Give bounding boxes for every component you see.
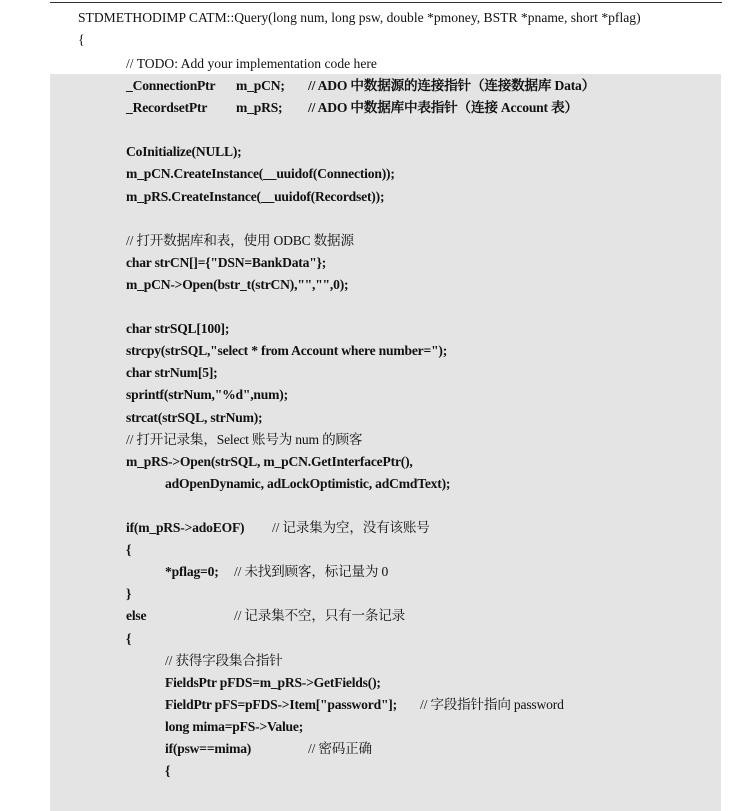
code-line: FieldPtr pFS=pFDS->Item["password"]; [165,696,397,712]
code-line: m_pRS->Open(strSQL, m_pCN.GetInterfacePtr(), [126,453,413,469]
code-line: adOpenDynamic, adLockOptimistic, adCmdText); [165,475,451,491]
code-line: _ConnectionPtr [126,78,216,93]
code-line: strcpy(strSQL,"select * from Account where number="); [126,343,448,359]
code-line: char strSQL[100]; [126,321,230,337]
code-line: { [165,763,171,779]
code-line: { [126,542,132,558]
code-line: m_pCN->Open(bstr_t(strCN),"","",0); [126,276,349,292]
code-line: m_pRS.CreateInstance(__uuidof(Recordset)); [126,188,385,204]
code-line: CoInitialize(NULL); [126,144,242,160]
code-line: char strNum[5]; [126,365,218,381]
code-line: char strCN[]={"DSN=BankData"}; [126,254,327,270]
code-line: FieldsPtr pFDS=m_pRS->GetFields(); [165,674,381,690]
code-line: else [126,608,147,624]
code-comment: // 字段指针指向 password [420,696,564,712]
code-line: sprintf(strNum,"%d",num); [126,387,288,403]
code-comment: // ADO 中数据库中表指针（连接 Account 表） [308,100,578,116]
code-comment: // 获得字段集合指针 [165,652,283,668]
code-line: m_pCN.CreateInstance(__uuidof(Connection)); [126,166,395,182]
code-line: _RecordsetPtr [126,100,208,116]
code-comment: // 未找到顾客，标记量为 0 [234,564,389,580]
code-line: if(psw==mima) [165,741,252,756]
code-line: strcat(strSQL, strNum); [126,409,263,425]
code-line: } [126,586,132,602]
code-line-variable: m_pRS; [236,100,283,116]
code-comment: // ADO 中数据源的连接指针（连接数据库 Data） [308,78,596,93]
top-rule [50,2,722,3]
code-line: { [126,630,132,646]
code-line-variable: m_pCN; [236,78,285,93]
code-line: long mima=pFS->Value; [165,718,304,734]
code-line: if(m_pRS->adoEOF) [126,520,245,535]
code-comment: // 密码正确 [308,741,372,756]
code-line: *pflag=0; [165,564,219,580]
open-brace: { [78,33,85,48]
code-comment: // 记录集为空，没有该账号 [272,520,430,535]
function-signature: STDMETHODIMP CATM::Query(long num, long psw, double *pmoney, BSTR *pname, short *pflag) [78,10,641,25]
todo-comment: // TODO: Add your implementation code here [126,56,377,71]
code-comment: // 打开记录集，Select 账号为 num 的顾客 [126,431,363,447]
code-comment: // 记录集不空，只有一条记录 [234,608,406,624]
code-comment: // 打开数据库和表，使用 ODBC 数据源 [126,232,354,248]
